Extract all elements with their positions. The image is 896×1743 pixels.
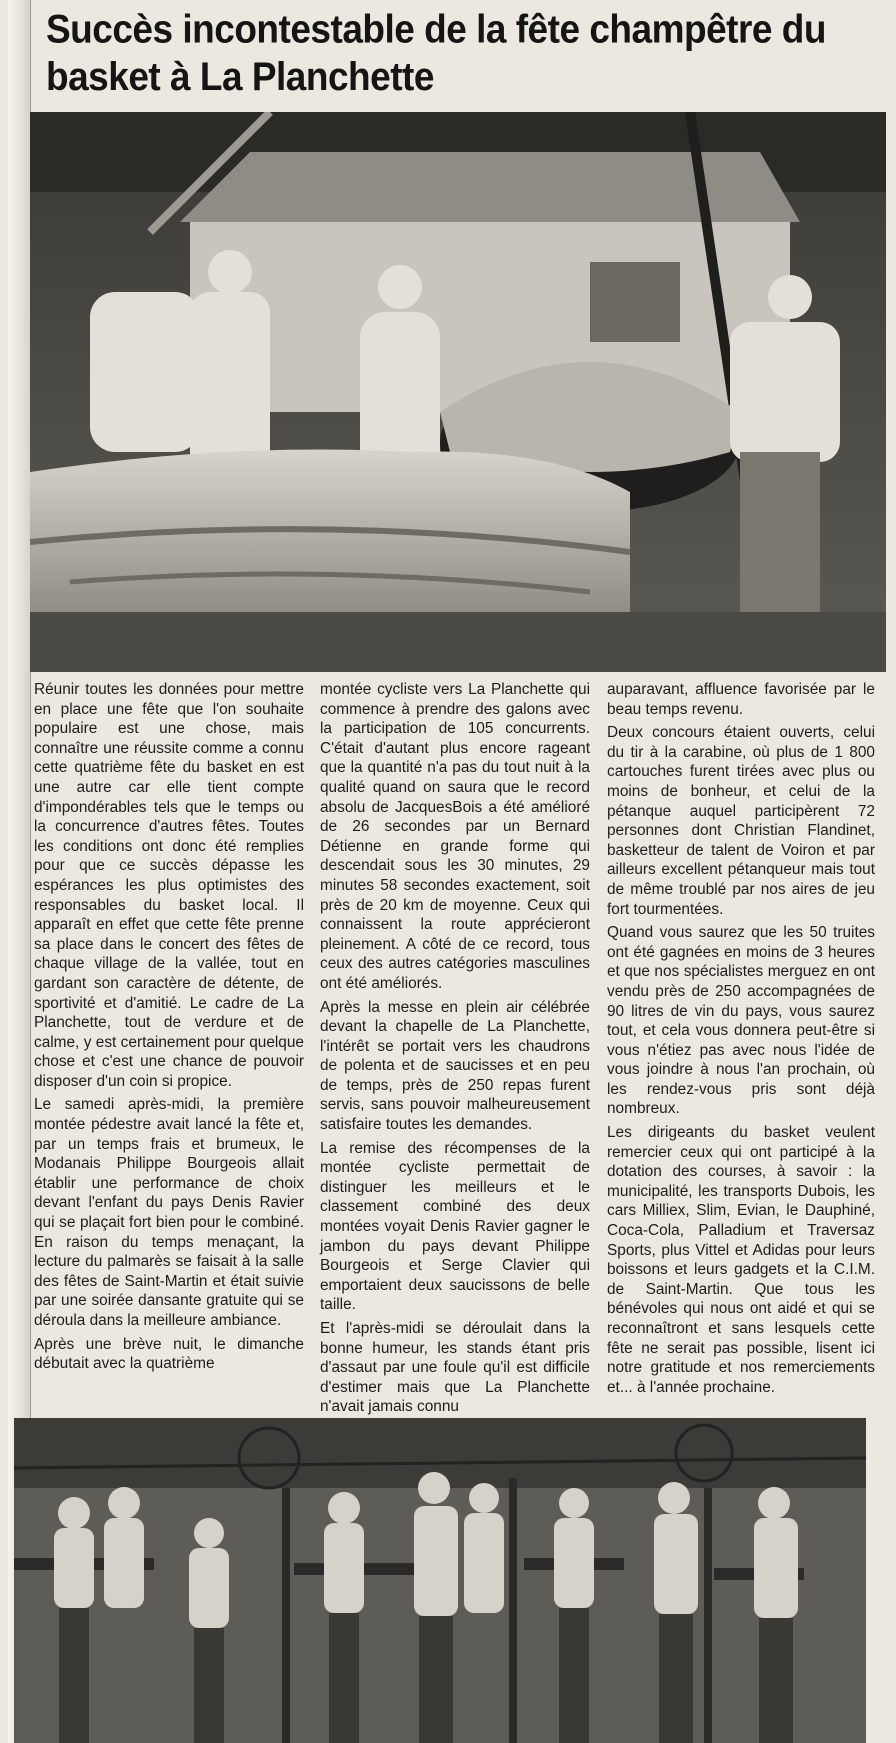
shooting-stand-scene-image	[14, 1418, 866, 1743]
paragraph: Le samedi après-midi, la première montée pédestre avait lancé la fête et, par un temps frais et brumeux, le Modanais Philippe Bourgeois allait établir une performance de choix devant l'enfant du pays Denis Ravier qui se plaçait fort bien pour le combiné. En raison du temps menaçant, la lecture du palmarès se faisait à la salle des fêtes de Saint-Martin et était suivie par une soirée dansante gratuite qui se déroula dans la meilleure ambiance.	[34, 1096, 304, 1329]
paragraph: Et l'après-midi se déroulait dans la bonne humeur, les stands étant pris d'assaut par une foule qu'il est difficile d'estimer mais que La Planchette n'avait jamais connu	[320, 1320, 590, 1416]
photo-festival-cauldron	[30, 112, 886, 672]
paragraph: La remise des récompenses de la montée cycliste permettait de distinguer les meilleurs et le classement combiné des deux montées voyait Denis Ravier gagner le jambon du pays devant Philippe Bourgeois et Serge Clavier qui emportaient deux saucissons de belle taille.	[320, 1139, 590, 1314]
cauldron-scene-image	[30, 112, 886, 672]
article-column-1	[34, 680, 304, 1378]
paragraph: Les dirigeants du basket veulent remercier ceux qui ont participé à la dotation des courses, à savoir : la municipalité, les transports Dubois, les cars Milliex, Slim, Evian, le Dauphiné, Coca-Cola, Palladium et Traversaz Sports, plus Vittel et Adidas pour leurs boissons et leurs gadgets et la C.I.M. de Saint-Martin. Que tous les bénévoles qui nous ont aidé et qui se reconnaîtront et sans lesquels cette fête ne serait pas possible, lisent ici notre gratitude et nos remerciements et... à l'année prochaine.	[607, 1124, 875, 1396]
photo-shooting-stand	[14, 1418, 866, 1743]
paragraph: Réunir toutes les données pour mettre en place une fête que l'on souhaite populaire est une chose, mais connaître une réussite comme a connu cette quatrième fête du basket en est une autre car elle tient compte d'impondérables tels que le temps ou la concurrence d'autres fêtes. Toutes les conditions ont donc été remplies pour que ce succès dépasse les espérances les plus optimistes des responsables du basket local. Il apparaît en effet que cette fête prenne sa place dans le concert des fêtes de chaque village de la vallée, tout en gardant son caractère de détente, de sportivité et d'amitié. Le cadre de La Planchette, tout de verdure et de calme, y est certainement pour quelque chose et c'est une chance de pouvoir disposer d'un coin si propice.	[34, 681, 304, 1090]
article-headline: Succès incontestable de la fête champêtre du basket à La Planchette	[46, 7, 826, 99]
paragraph: auparavant, affluence favorisée par le beau temps revenu.	[607, 681, 875, 718]
article-column-2	[320, 680, 590, 1421]
article-column-3	[607, 680, 875, 1401]
paragraph: Deux concours étaient ouverts, celui du tir à la carabine, où plus de 1 800 cartouches furent tirées avec plus ou moins de bonheur, et celui de la pétanque auquel participèrent 72 personnes dont Christian Flandinet, basketteur de talent de Voiron et par ailleurs excellent pétanqueur mais tout de même troublé par nos aires de jeu fort tourmentées.	[607, 724, 875, 918]
paragraph: Après une brève nuit, le dimanche débutait avec la quatrième	[34, 1335, 304, 1373]
paragraph: Après la messe en plein air célébrée devant la chapelle de La Planchette, l'intérêt se portait vers les chaudrons de polenta et de saucisses et en peu de temps, près de 250 repas furent servis, sans pouvoir malheureusement satisfaire toutes les demandes.	[320, 998, 590, 1134]
paragraph: Quand vous saurez que les 50 truites ont été gagnées en moins de 3 heures et que nos spécialistes merguez en ont vendu près de 250 accompagnées de 90 litres de vin du pays, vous saurez tout, et cela vous donnera peut-être si vous n'étiez pas avec nous l'idée de vous joindre à nous l'an prochain, où les rendez-vous pris sont déjà nombreux.	[607, 924, 875, 1118]
paragraph: montée cycliste vers La Planchette qui commence à prendre des galons avec la participation de 105 concurrents. C'était d'autant plus encore rageant que la quantité n'a pas du tout nuit à la qualité quand on saura que le record absolu de JacquesBois a été amélioré de 26 secondes par un Bernard Détienne en grande forme qui descendait sous les 30 minutes, 29 minutes 58 secondes exactement, soit près de 20 km de moyenne. Ceux qui connaissent la route apprécieront pleinement. A côté de ce record, tous ceux des autres catégories masculines ont été améliorés.	[320, 681, 590, 992]
